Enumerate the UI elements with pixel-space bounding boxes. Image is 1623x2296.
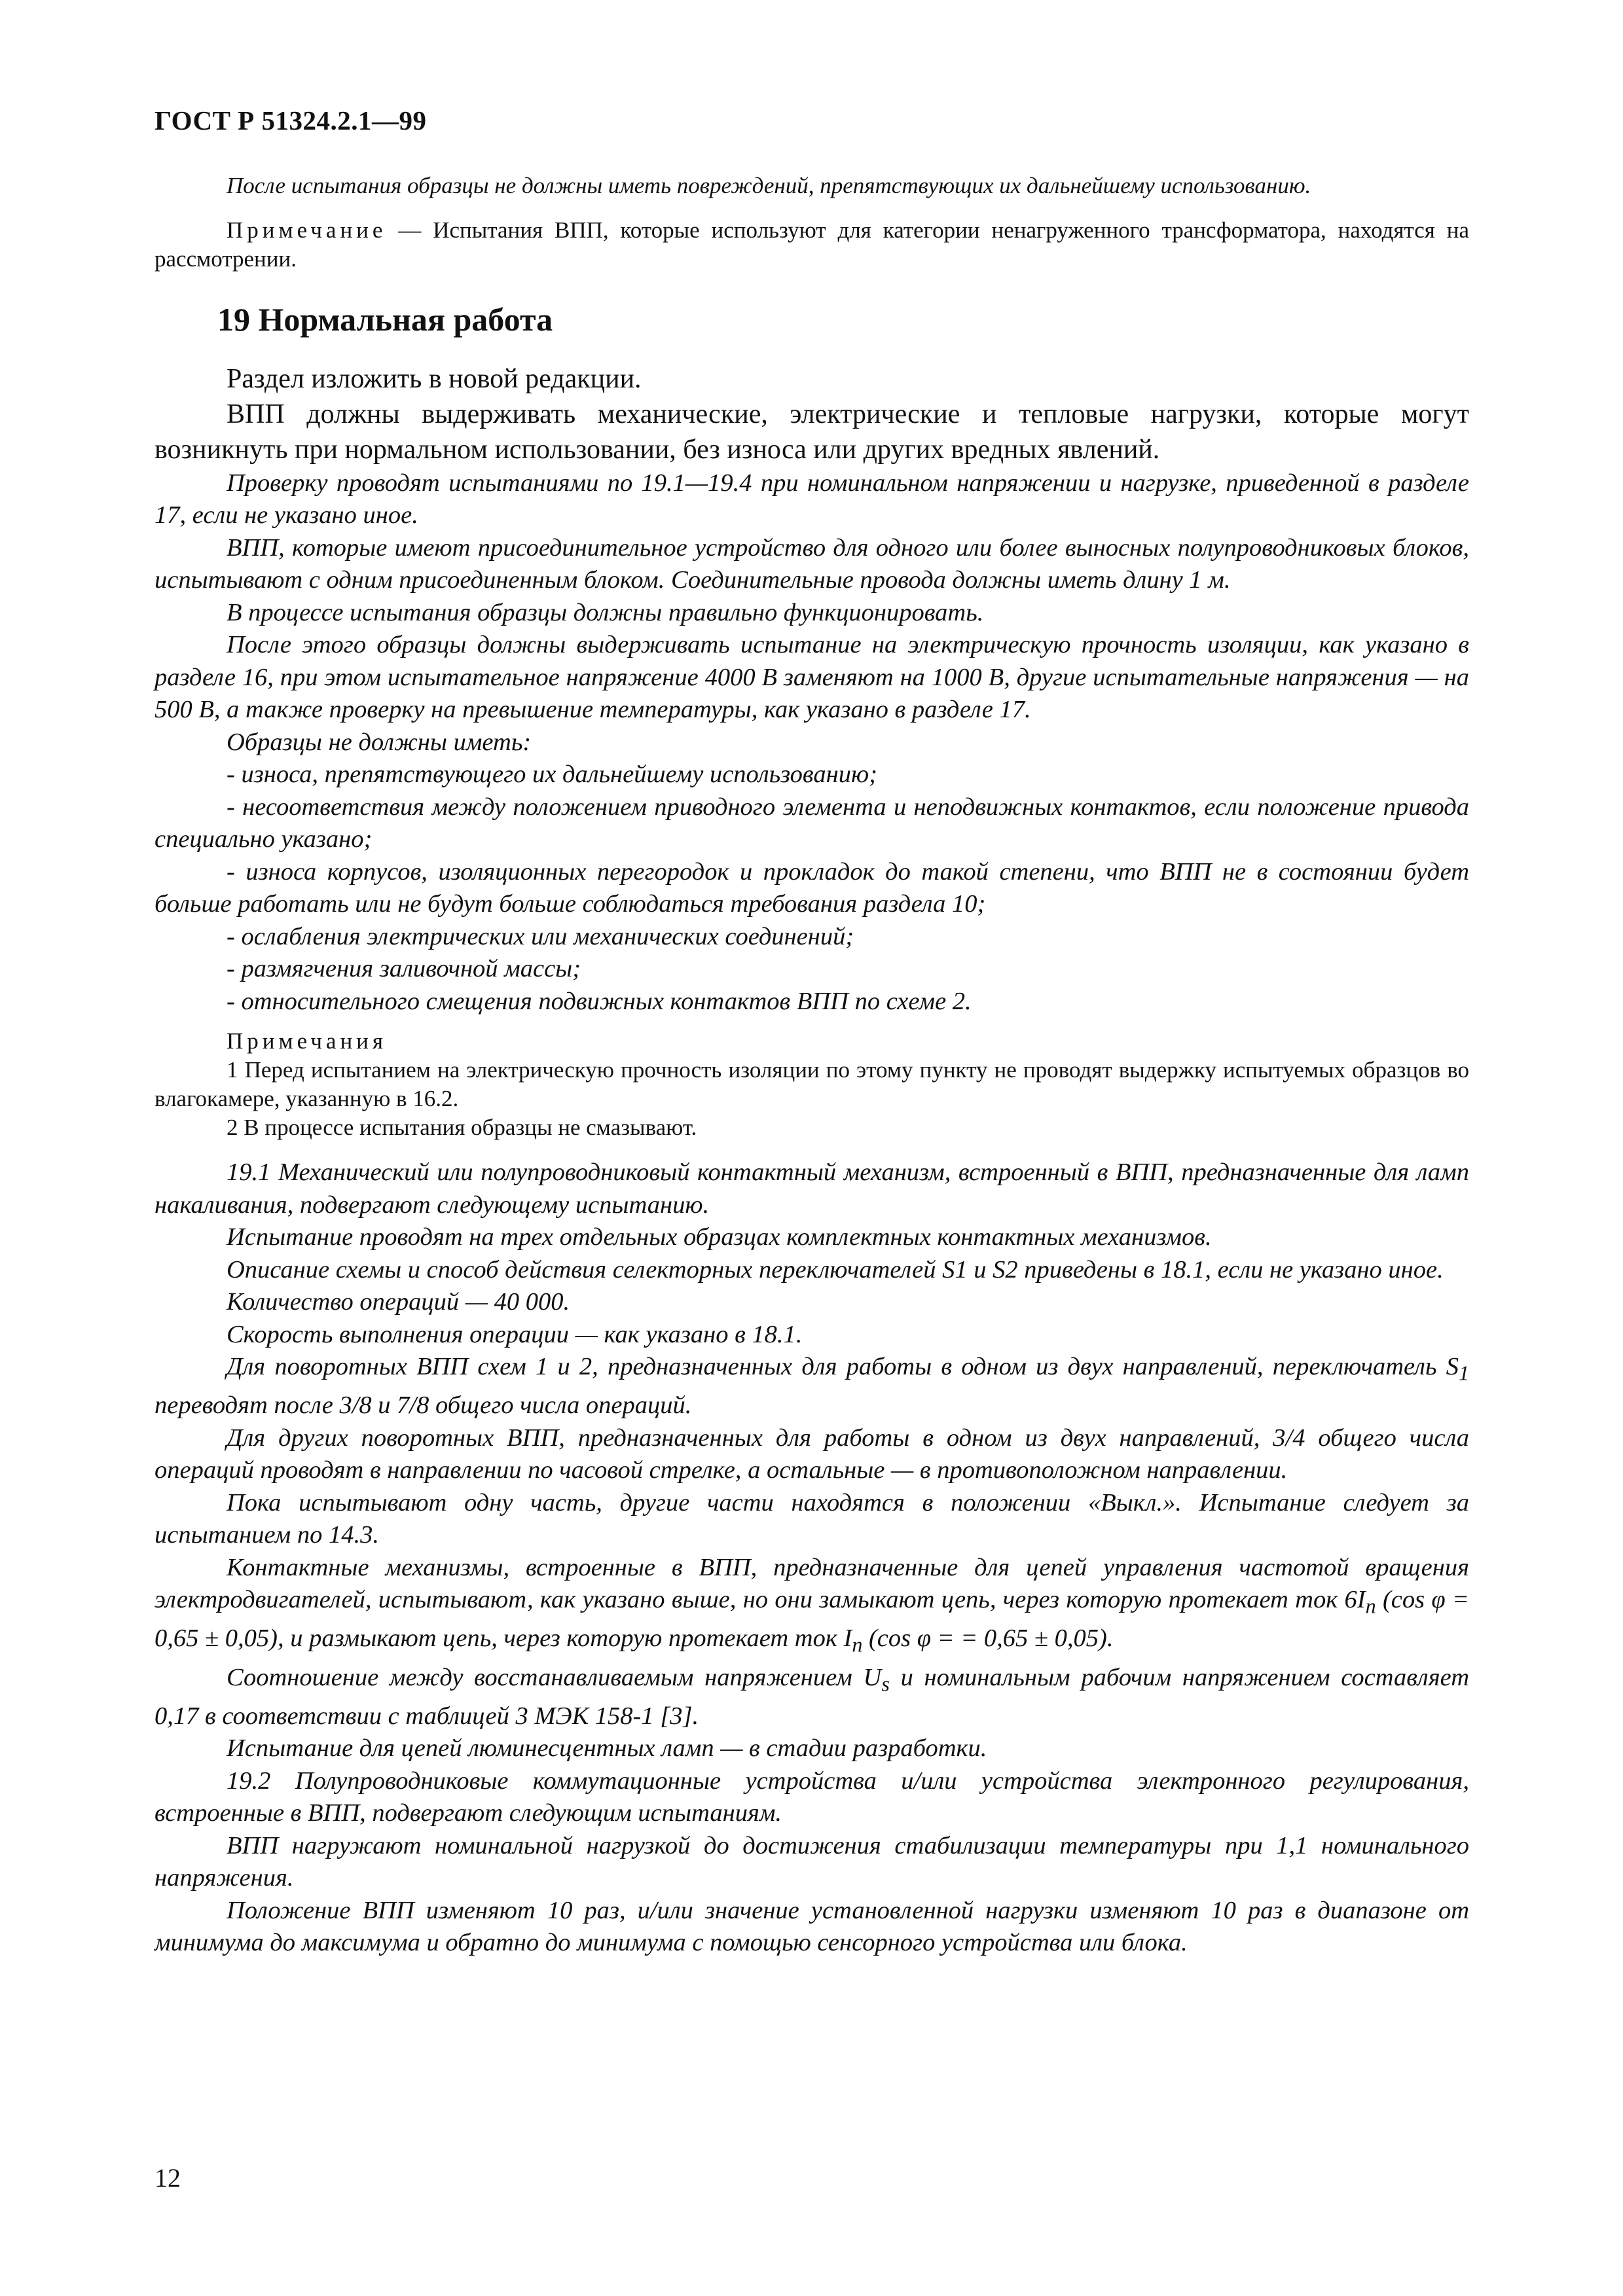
- clause-paragraph: 19.2 Полупроводниковые коммутационные устройства и/или устройства электронного регулирования, встроенные в ВПП, подвергают следующим испытаниям.: [155, 1767, 1469, 1827]
- notes-label: Примечания: [227, 1028, 388, 1054]
- text-run: (cos φ = 0,65 ± 0,05), и размыкают цепь, через которую протекает ток I: [155, 1586, 1469, 1653]
- list-item: - размягчения заливочной массы;: [227, 955, 581, 982]
- section-paragraph: Раздел изложить в новой редакции.: [227, 363, 642, 394]
- clause-paragraph: Количество операций — 40 000.: [227, 1288, 570, 1316]
- note-item: 2 В процессе испытания образцы не смазывают.: [227, 1115, 697, 1140]
- section-paragraph: ВПП, которые имеют присоединительное устройство для одного или более выносных полупроводниковых блоков, испытывают с одним присоединенным блоком. Соединительные провода должны иметь длину 1 м.: [155, 533, 1469, 594]
- subscript: n: [1365, 1594, 1376, 1618]
- clause-paragraph: [155, 1552, 1469, 1662]
- clause-paragraph: ВПП нагружают номинальной нагрузкой до достижения стабилизации температуры при 1,1 номинального напряжения.: [155, 1831, 1469, 1892]
- list-item: - износа, препятствующего их дальнейшему использованию;: [227, 761, 877, 788]
- section-title: 19 Нормальная работа: [217, 301, 553, 338]
- text-run: (cos φ = = 0,65 ± 0,05).: [862, 1624, 1114, 1653]
- clause-paragraph: Описание схемы и способ действия селекторных переключателей S1 и S2 приведены в 18.1, если не указано иное.: [227, 1255, 1444, 1283]
- page-number: 12: [155, 2163, 181, 2193]
- text-run: Контактные механизмы, встроенные в ВПП, предназначенные для цепей управления частотой вращения электродвигателей, испытывают, как указано выше, но они замыкают цепь, через которую протекает ток 6I: [155, 1553, 1469, 1614]
- subscript: 1: [1458, 1361, 1469, 1385]
- list-item: - относительного смещения подвижных контактов ВПП по схеме 2.: [227, 987, 972, 1015]
- clause-paragraph: Положение ВПП изменяют 10 раз, и/или значение установленной нагрузки изменяют 10 раз в диапазоне от минимума до максимума и обратно до минимума с помощью сенсорного устройства или блока.: [155, 1896, 1469, 1957]
- section-paragraph: ВПП должны выдерживать механические, электрические и тепловые нагрузки, которые могут возникнуть при нормальном использовании, без износа или других вредных явлений.: [155, 399, 1469, 465]
- section-paragraph: Образцы не должны иметь:: [227, 728, 532, 756]
- note-label: Примечание: [227, 217, 387, 243]
- text-run: переводят после 3/8 и 7/8 общего числа операций.: [155, 1391, 692, 1420]
- subscript: n: [852, 1633, 863, 1657]
- intro-paragraph: После испытания образцы не должны иметь повреждений, препятствующих их дальнейшему использованию.: [227, 173, 1311, 198]
- text-run: и номинальным рабочим напряжением составляет 0,17 в соответствии с таблицей 3 МЭК 158-1 [3].: [155, 1663, 1470, 1730]
- clause-paragraph: [155, 1662, 1469, 1733]
- section-paragraph: Проверку проводят испытаниями по 19.1—19.4 при номинальном напряжении и нагрузке, приведенной в разделе 17, если не указано иное.: [155, 469, 1469, 529]
- intro-note: [155, 216, 1469, 274]
- list-item: - несоответствия между положением приводного элемента и неподвижных контактов, если положение привода специально указано;: [155, 793, 1469, 853]
- text-run: Соотношение между восстанавливаемым напряжением U: [227, 1663, 882, 1691]
- list-item: - ослабления электрических или механических соединений;: [227, 922, 854, 950]
- note-item: 1 Перед испытанием на электрическую прочность изоляции по этому пункту не проводят выдержку испытуемых образцов во влагокамере, указанную в 16.2.: [155, 1057, 1469, 1111]
- note-text: — Испытания ВПП, которые используют для категории ненагруженного трансформатора, находятся на рассмотрении.: [155, 217, 1469, 272]
- page-content: [155, 171, 1469, 1960]
- clause-paragraph: [155, 1351, 1469, 1422]
- list-item: - износа корпусов, изоляционных перегородок и прокладок до такой степени, что ВПП не в состоянии будет больше работать или не будут больше соблюдаться требования раздела 10;: [155, 857, 1469, 918]
- clause-paragraph: Пока испытывают одну часть, другие части находятся в положении «Выкл.». Испытание следует за испытанием по 14.3.: [155, 1488, 1469, 1549]
- clause-paragraph: 19.1 Механический или полупроводниковый контактный механизм, встроенный в ВПП, предназначенные для ламп накаливания, подвергают следующему испытанию.: [155, 1158, 1469, 1219]
- subscript: s: [881, 1672, 890, 1696]
- clause-paragraph: Испытание для цепей люминесцентных ламп — в стадии разработки.: [227, 1734, 987, 1763]
- document-code-header: ГОСТ Р 51324.2.1—99: [155, 105, 427, 135]
- clause-paragraph: Скорость выполнения операции — как указано в 18.1.: [227, 1320, 803, 1348]
- text-run: Для поворотных ВПП схем 1 и 2, предназначенных для работы в одном из двух направлений, переключатель S: [227, 1353, 1459, 1380]
- clause-paragraph: Для других поворотных ВПП, предназначенных для работы в одном из двух направлений, 3/4 общего числа операций проводят в направлении по часовой стрелке, а остальные — в противоположном направлении.: [155, 1424, 1469, 1484]
- section-paragraph: В процессе испытания образцы должны правильно функционировать.: [227, 598, 984, 626]
- section-paragraph: После этого образцы должны выдерживать испытание на электрическую прочность изоляции, как указано в разделе 16, при этом испытательное напряжение 4000 В заменяют на 1000 В, другие испытательные напряжения — на 500 В, а также проверку на превышение температуры, как указано в разделе 17.: [155, 631, 1469, 723]
- clause-paragraph: Испытание проводят на трех отдельных образцах комплектных контактных механизмов.: [227, 1223, 1212, 1251]
